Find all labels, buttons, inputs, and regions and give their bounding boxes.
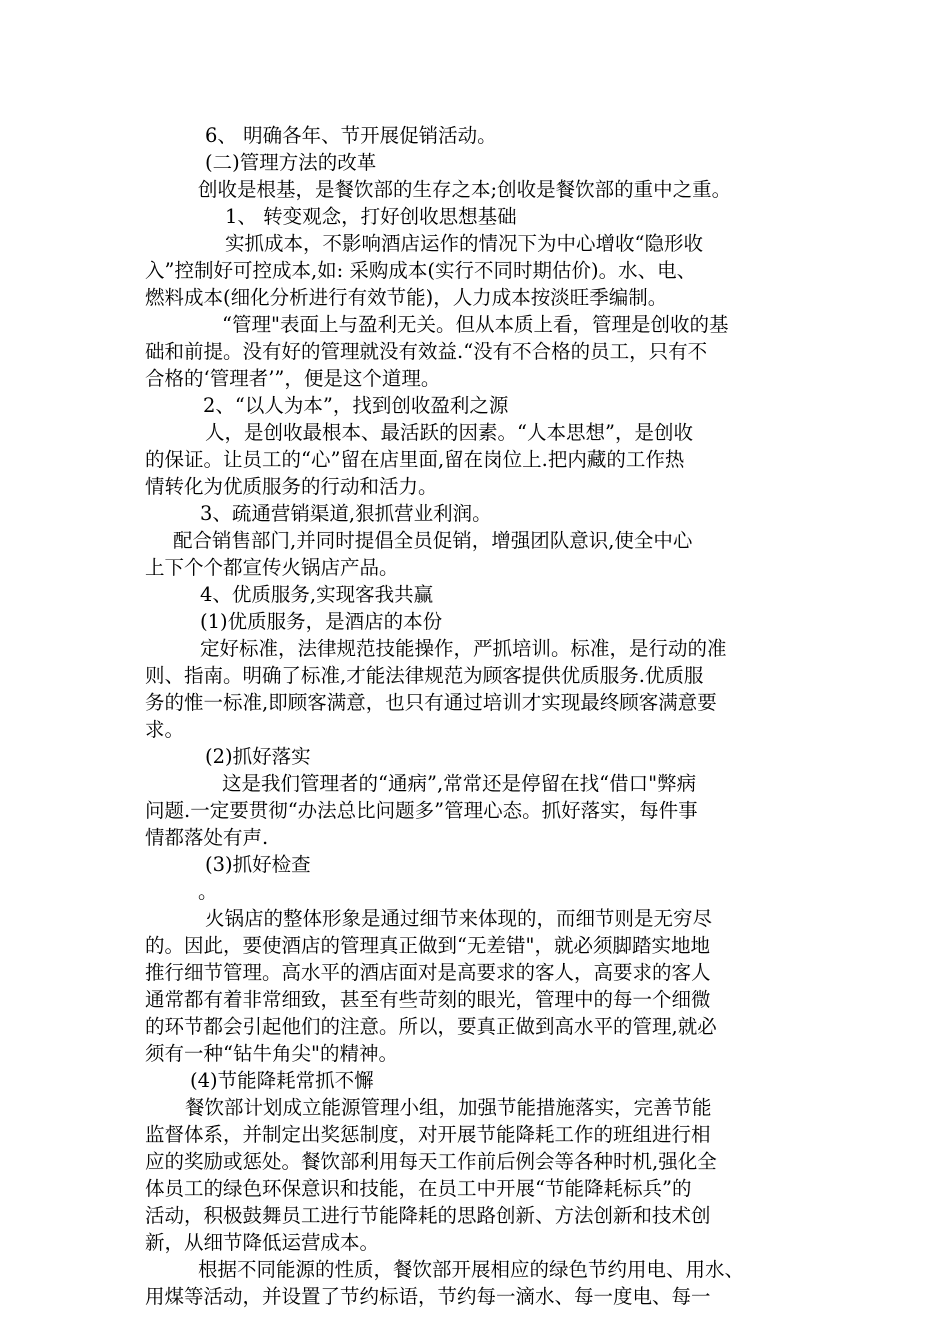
section-heading: (二)管理方法的改革 bbox=[205, 151, 377, 174]
text-line: 体员工的绿色环保意识和技能，在员工中开展“节能降耗标兵”的 bbox=[145, 1177, 692, 1200]
text-line: 上下个个都宣传火锅店产品。 bbox=[145, 556, 399, 579]
subsection-heading: (3)抓好检查 bbox=[205, 853, 311, 876]
text-line: 用煤等活动，并设置了节约标语，节约每一滴水、每一度电、每一 bbox=[145, 1285, 711, 1308]
text-line: 通常都有着非常细致，甚至有些苛刻的眼光，管理中的每一个细微 bbox=[145, 988, 711, 1011]
subsection-heading: 3、疏通营销渠道,狠抓营业利润。 bbox=[200, 502, 492, 525]
text-line: 问题.一定要贯彻“办法总比问题多”管理心态。抓好落实，每件事 bbox=[145, 799, 698, 822]
text-line: 础和前提。没有好的管理就没有效益.“没有不合格的员工，只有不 bbox=[145, 340, 708, 363]
text-line: 。 bbox=[198, 880, 218, 903]
text-line: 配合销售部门,并同时提倡全员促销，增强团队意识,使全中心 bbox=[173, 529, 693, 552]
text-line: 推行细节管理。高水平的酒店面对是高要求的客人，高要求的客人 bbox=[145, 961, 711, 984]
text-line: 情转化为优质服务的行动和活力。 bbox=[145, 475, 438, 498]
text-line: 火锅店的整体形象是通过细节来体现的，而细节则是无穷尽 bbox=[205, 907, 713, 930]
text-line: 餐饮部计划成立能源管理小组，加强节能措施落实，完善节能 bbox=[185, 1096, 712, 1119]
subsection-heading: 1、 转变观念，打好创收思想基础 bbox=[225, 205, 517, 228]
text-line: 新，从细节降低运营成本。 bbox=[145, 1231, 380, 1254]
subsection-heading: 2、“以人为本”，找到创收盈利之源 bbox=[203, 394, 509, 417]
text-line: 活动，积极鼓舞员工进行节能降耗的思路创新、方法创新和技术创 bbox=[145, 1204, 711, 1227]
text-line: “管理"表面上与盈利无关。但从本质上看，管理是创收的基 bbox=[222, 313, 729, 336]
text-line: 根据不同能源的性质，餐饮部开展相应的绿色节约用电、用水、 bbox=[198, 1258, 745, 1281]
text-line: 燃料成本(细化分析进行有效节能)，人力成本按淡旺季编制。 bbox=[145, 286, 668, 309]
text-line: 合格的‘管理者’”，便是这个道理。 bbox=[145, 367, 441, 390]
text-line: 监督体系，并制定出奖惩制度，对开展节能降耗工作的班组进行相 bbox=[145, 1123, 711, 1146]
text-line: 实抓成本，不影响酒店运作的情况下为中心增收“隐形收 bbox=[225, 232, 703, 255]
text-line: 人，是创收最根本、最活跃的因素。“人本思想”，是创收 bbox=[205, 421, 693, 444]
subsection-heading: (4)节能降耗常抓不懈 bbox=[190, 1069, 374, 1092]
text-line: 务的惟一标准,即顾客满意，也只有通过培训才实现最终顾客满意要 bbox=[145, 691, 717, 714]
text-line: 定好标准，法律规范技能操作，严抓培训。标准，是行动的准 bbox=[200, 637, 727, 660]
text-line: 求。 bbox=[145, 718, 185, 741]
text-line: 创收是根基，是餐饮部的生存之本;创收是餐饮部的重中之重。 bbox=[198, 178, 732, 201]
text-line: 的环节都会引起他们的注意。所以，要真正做到高水平的管理,就必 bbox=[145, 1015, 717, 1038]
text-line: 6、 明确各年、节开展促销活动。 bbox=[205, 124, 497, 147]
subsection-heading: 4、优质服务,实现客我共赢 bbox=[200, 583, 434, 606]
text-line: 入”控制好可控成本,如: 采购成本(实行不同时期估价)。水、电、 bbox=[145, 259, 697, 282]
subsection-heading: (2)抓好落实 bbox=[205, 745, 311, 768]
text-line: 的保证。让员工的“心”留在店里面,留在岗位上.把内藏的工作热 bbox=[145, 448, 685, 471]
text-line: 的。因此，要使酒店的管理真正做到“无差错"，就必须脚踏实地地 bbox=[145, 934, 710, 957]
text-line: 这是我们管理者的“通病”,常常还是停留在找“借口"弊病 bbox=[222, 772, 697, 795]
text-line: 情都落处有声. bbox=[145, 826, 269, 849]
subsection-heading: (1)优质服务，是酒店的本份 bbox=[200, 610, 443, 633]
text-line: 须有一种“钻牛角尖"的精神。 bbox=[145, 1042, 398, 1065]
text-line: 应的奖励或惩处。餐饮部利用每天工作前后例会等各种时机,强化全 bbox=[145, 1150, 717, 1173]
text-line: 则、指南。明确了标准,才能法律规范为顾客提供优质服务.优质服 bbox=[145, 664, 704, 687]
